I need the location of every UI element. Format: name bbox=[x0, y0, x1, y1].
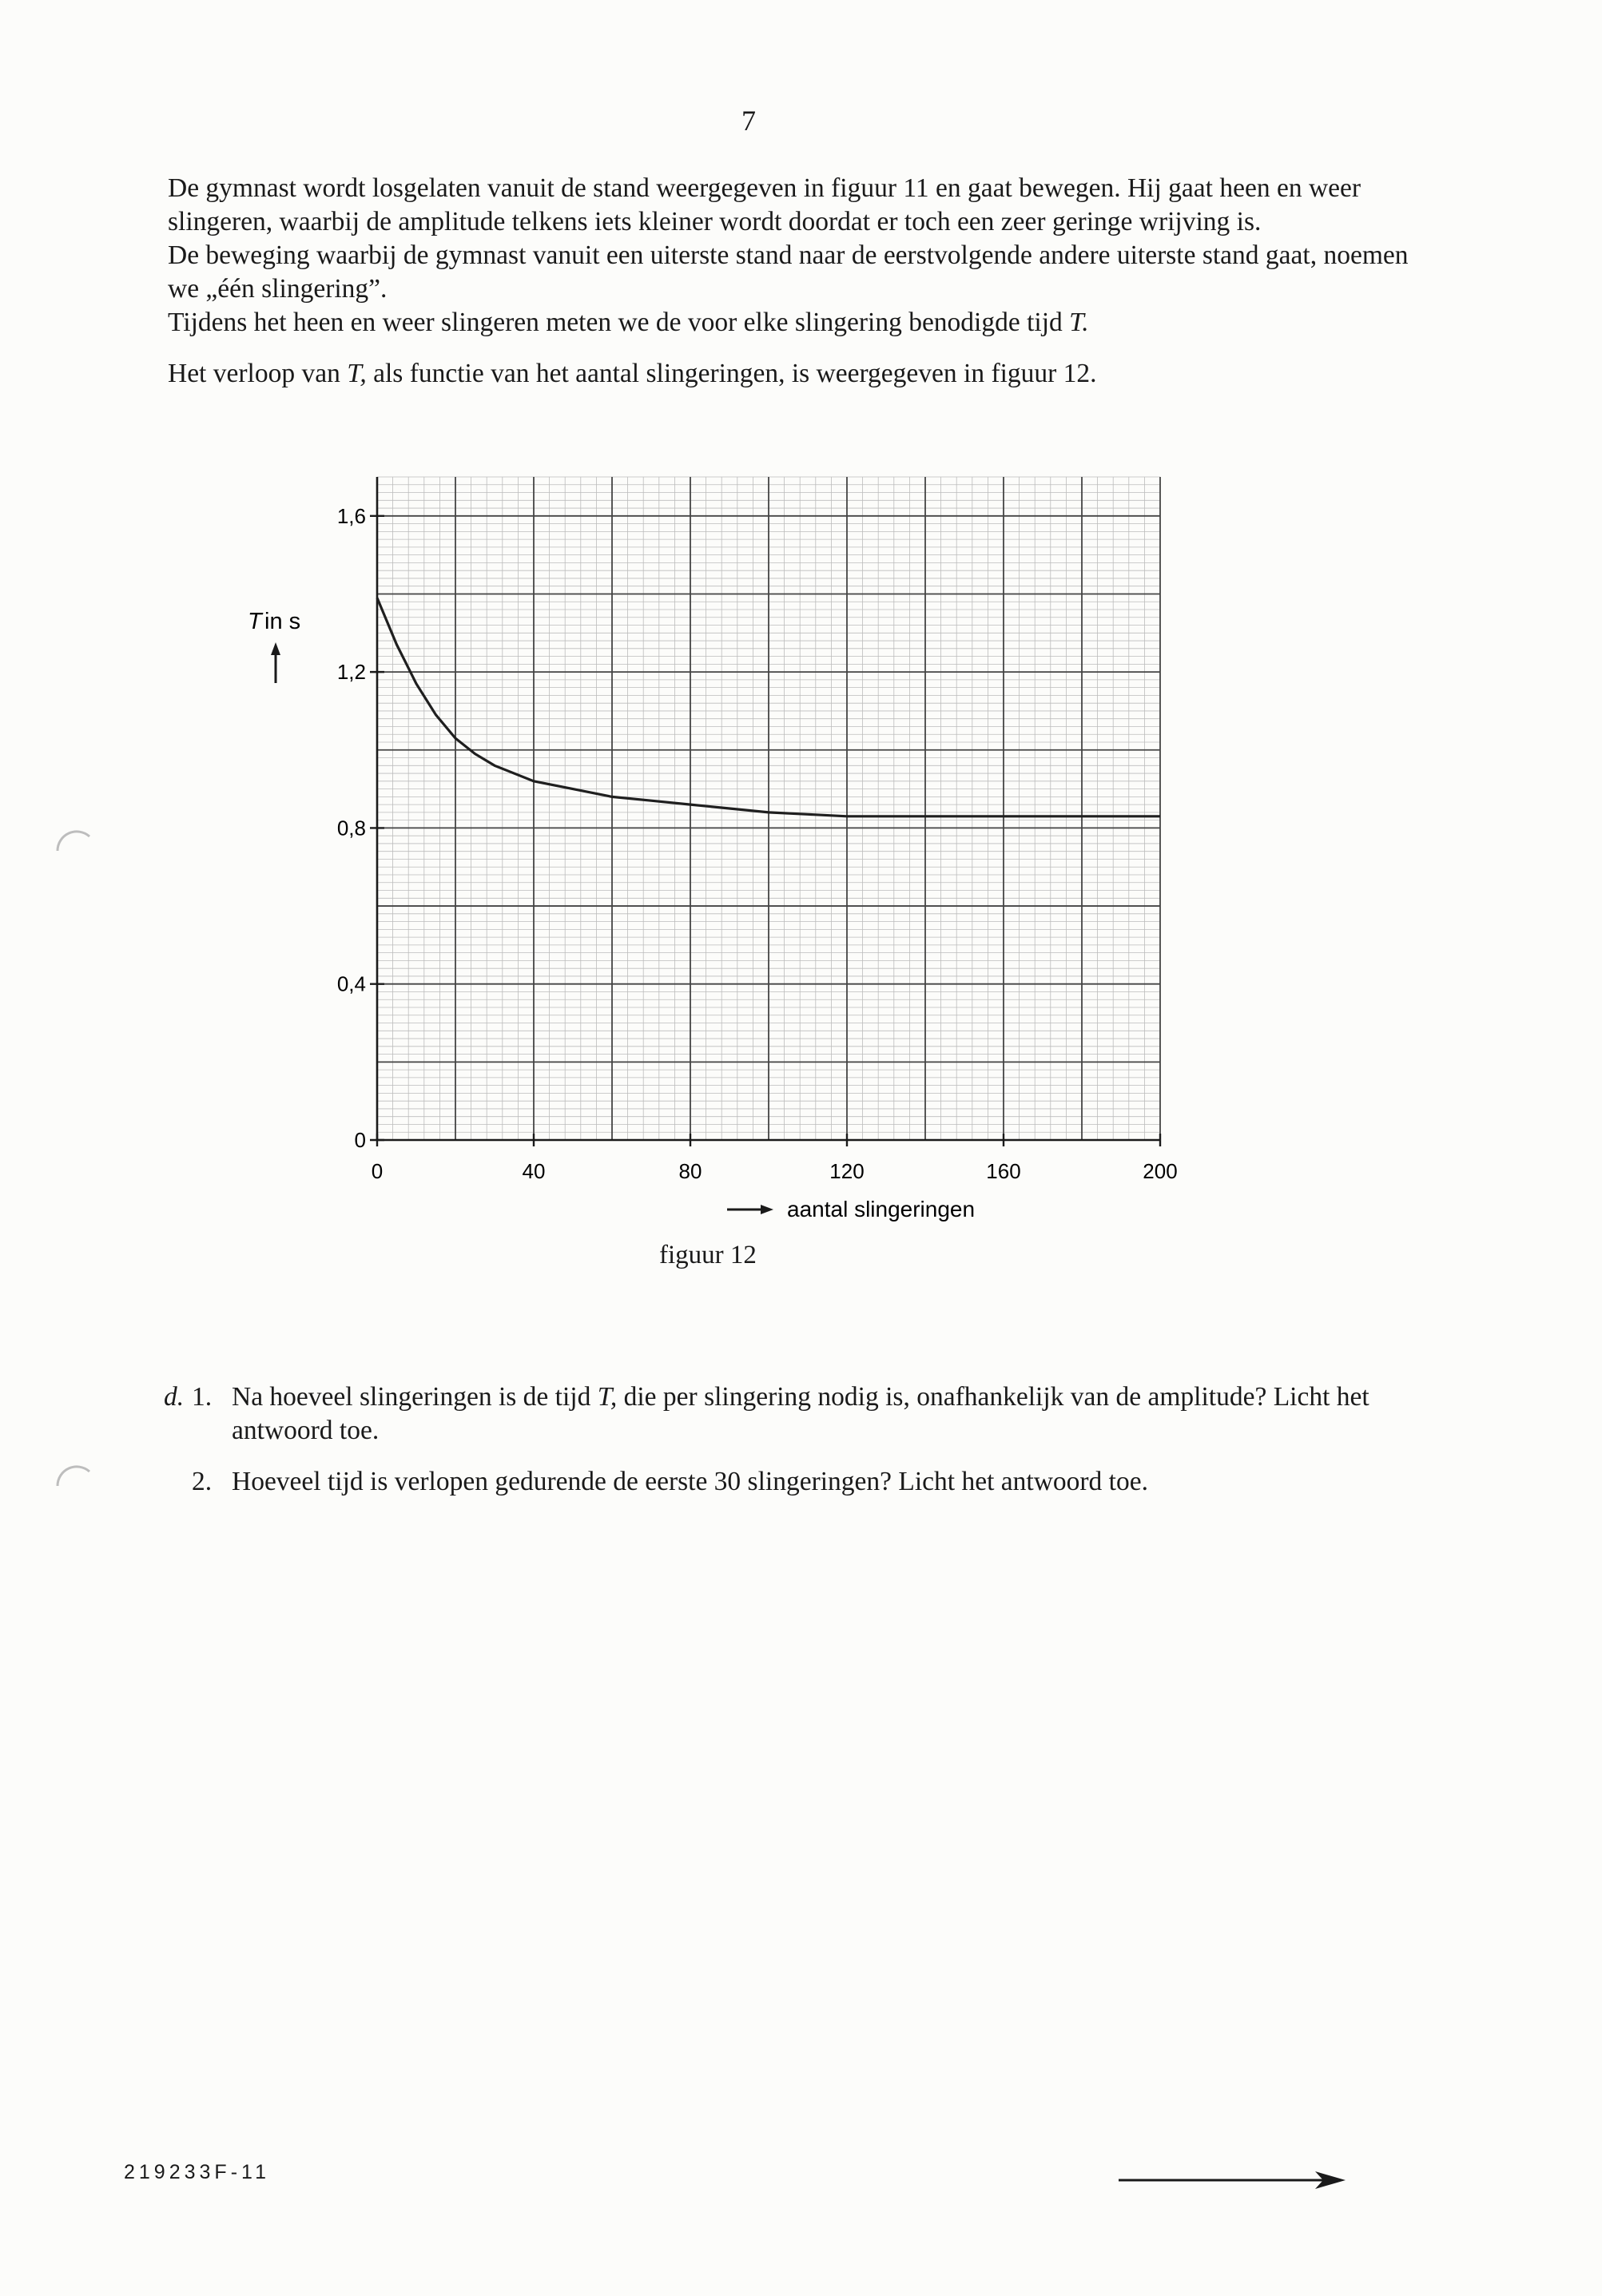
y-axis-label-symbol: T bbox=[248, 609, 262, 634]
intro-paragraph-1: De gymnast wordt losgelaten vanuit de stand weergegeven in figuur 11 en gaat bewegen. Hij gaat heen en weer slingeren, waarbij de amplitude telkens iets kleiner wordt doordat er toch een zeer geringe wrijving is. bbox=[168, 173, 1362, 236]
page-number: 7 bbox=[741, 105, 756, 137]
question-letter: d. bbox=[164, 1382, 185, 1412]
x-tick-label: 0 bbox=[371, 1159, 384, 1183]
x-tick-label: 160 bbox=[986, 1159, 1021, 1183]
question-1: d. 1. Na hoeveel slingeringen is de tijd T, die per slingering nodig is, onafhankelijk van de amplitude? Licht het antwoord toe. bbox=[164, 1382, 1369, 1445]
intro-paragraph-4: Het verloop van T, als functie van het aantal slingeringen, is weergegeven in figuur 12. bbox=[168, 359, 1097, 388]
question-2: 2. Hoeveel tijd is verlopen gedurende de eerste 30 slingeringen? Licht het antwoord toe. bbox=[168, 1465, 1414, 1499]
y-tick-label: 1,2 bbox=[336, 660, 366, 685]
y-tick-label: 0,4 bbox=[336, 971, 366, 996]
x-axis-label: aantal slingeringen bbox=[787, 1197, 976, 1221]
x-tick-label: 80 bbox=[678, 1159, 702, 1183]
x-axis-arrow bbox=[727, 1205, 773, 1214]
symbol-T: T, bbox=[347, 359, 367, 388]
x-tick-label: 40 bbox=[522, 1159, 546, 1183]
symbol-T: T. bbox=[1069, 308, 1089, 337]
question-number: 2. bbox=[192, 1467, 213, 1496]
y-tick-label: 1,6 bbox=[336, 503, 366, 528]
x-tick-label: 120 bbox=[829, 1159, 865, 1183]
footer-code: 219233F-11 bbox=[124, 2161, 270, 2183]
questions bbox=[164, 1380, 1414, 1516]
figure-caption: figuur 12 bbox=[659, 1241, 757, 1269]
punch-hole-mark bbox=[48, 1454, 96, 1502]
y-axis-arrow bbox=[271, 642, 280, 683]
intro-paragraph-2: De beweging waarbij de gymnast vanuit een uiterste stand naar de eerstvolgende andere uiterste stand gaat, noemen we „één slingering”. bbox=[168, 240, 1409, 304]
intro-paragraph-3: Tijdens het heen en weer slingeren meten we de voor elke slingering benodigde tijd T. bbox=[168, 308, 1089, 337]
punch-hole-mark bbox=[48, 819, 96, 867]
axis-ticks bbox=[370, 516, 1160, 1146]
next-page-arrow-icon bbox=[1119, 2168, 1350, 2192]
y-tick-label: 0,8 bbox=[336, 816, 366, 840]
x-tick-label: 200 bbox=[1143, 1159, 1178, 1183]
question-number: 1. bbox=[192, 1382, 213, 1412]
y-axis-label-unit: in s bbox=[264, 609, 301, 634]
major-grid bbox=[377, 477, 1160, 1140]
y-tick-label: 0 bbox=[354, 1128, 366, 1152]
symbol-T: T, bbox=[597, 1382, 618, 1412]
